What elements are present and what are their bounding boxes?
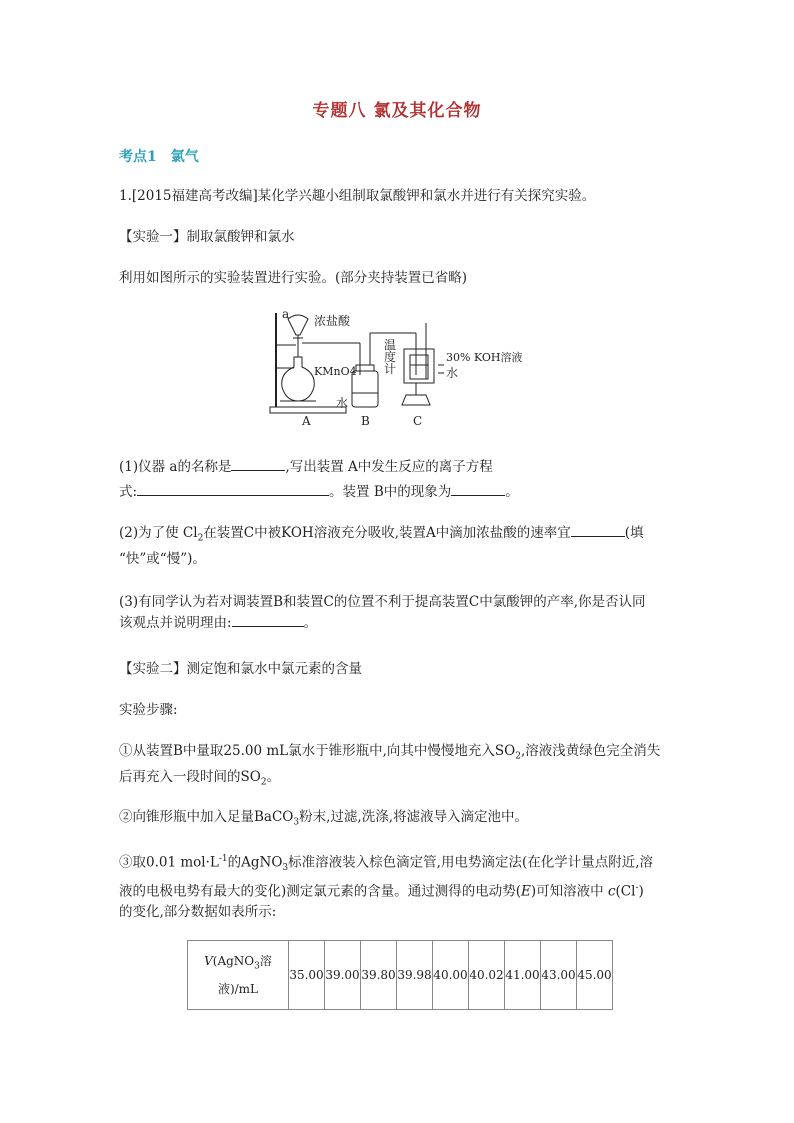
q1-1-text-d: 。装置 B中的现象为: [329, 484, 452, 500]
step-3-emf-symbol: E: [521, 883, 531, 900]
step-3-text-h: (Cl: [615, 883, 636, 900]
step-3: [119, 849, 679, 922]
table-cell: 35.00: [289, 941, 325, 1010]
answer-blank[interactable]: [232, 612, 304, 627]
label-thermometer-2: 度: [384, 350, 397, 364]
step-1-text-a: ①从装置B中量取25.00 mL氯水于锥形瓶中,向其中慢慢地充入SO: [119, 743, 516, 759]
wash-bottle-neck: [356, 365, 374, 371]
question-1-1: [119, 456, 659, 477]
step-3-text-a: ③取0.01 mol·L: [119, 854, 219, 871]
label-koh: 30% KOH溶液: [446, 351, 523, 364]
q1-2-text-b: 在装置C中被KOH溶液充分吸收,装置A中滴加浓盐酸的速率宜: [203, 525, 571, 541]
answer-blank[interactable]: [451, 481, 505, 496]
steps-label: 实验步骤:: [119, 702, 178, 718]
table-cell: 39.98: [397, 941, 433, 1010]
table-cell: 45.00: [577, 941, 613, 1010]
q1-2-text-c: (填: [624, 525, 644, 541]
table-cell: 40.02: [469, 941, 505, 1010]
table-cell: 41.00: [505, 941, 541, 1010]
table-header-cell: [188, 941, 289, 1010]
label-apparatus-c: C: [413, 414, 423, 428]
apparatus-figure: [266, 305, 626, 430]
header-sub: 3: [254, 961, 260, 972]
section-heading: [119, 146, 213, 166]
stand-base-a: [270, 407, 346, 413]
burner: [402, 395, 430, 405]
section-name: 氯气: [170, 149, 199, 165]
volume-symbol: V: [204, 954, 213, 969]
q1-2-text-a: (2)为了使 Cl: [119, 525, 198, 541]
label-thermometer-3: 计: [384, 362, 397, 376]
q1-2-sub: 2: [197, 533, 204, 544]
table-row: [188, 941, 613, 1010]
step-1-text-c: 后再充入一段时间的SO: [119, 768, 261, 785]
water-bath: [404, 349, 434, 383]
step-3-sup: -1: [218, 854, 228, 864]
step-1-sub-2: 2: [260, 777, 267, 788]
step-2-text-a: ②向锥形瓶中加入足量BaCO: [119, 809, 294, 825]
question-1-1-cont: [119, 481, 659, 502]
q1-1-text-a: (1)仪器 a的名称是: [119, 459, 232, 475]
label-thermometer-1: 温: [384, 338, 397, 352]
question-1-intro: 1.[2015福建高考改编]某化学兴趣小组制取氯酸钾和氯水并进行有关探究实验。: [119, 188, 596, 204]
table-cell: 39.80: [361, 941, 397, 1010]
step-3-text-f: )可知溶液中: [530, 883, 608, 900]
experiment-1-heading: 【实验一】制取氯酸钾和氯水: [119, 229, 295, 245]
experiment-2-heading: 【实验二】测定饱和氯水中氯元素的含量: [119, 661, 362, 677]
q1-3-text-a: (3)有同学认为若对调装置B和装置C的位置不利于提高装置C中氯酸钾的产率,你是否认同: [119, 594, 646, 610]
header-text-c: 溶: [259, 954, 272, 969]
step-3-text-d: 液的电极电势有最大的变化)测定氯元素的含量。通过测得的电动势(: [119, 883, 522, 900]
step-3-sub: 3: [282, 863, 289, 874]
step-2: [119, 807, 659, 833]
header-text-d: 液)/mL: [217, 981, 259, 996]
table-cell: 39.00: [325, 941, 361, 1010]
header-text-b: (AgNO: [212, 954, 255, 969]
step-1: [119, 741, 679, 792]
label-a: a: [282, 307, 290, 321]
q1-2-text-d: “快”或“慢”)。: [119, 550, 206, 567]
q1-3-text-c: 。: [303, 615, 318, 631]
separatory-funnel: [288, 315, 308, 335]
data-table: [187, 940, 613, 1010]
section-number: 考点1: [119, 149, 157, 165]
answer-blank[interactable]: [137, 481, 329, 496]
step-3-text-b: 的AgNO: [227, 854, 283, 871]
label-water-b: 水: [336, 396, 349, 410]
step-3-text-i: ): [638, 883, 644, 900]
round-bottom-flask: [282, 357, 315, 401]
step-1-sub: 2: [515, 751, 521, 762]
step-3-sup-2: -: [635, 883, 639, 894]
table-cell: 40.00: [433, 941, 469, 1010]
answer-blank[interactable]: [571, 522, 625, 537]
step-3-text-c: 标准溶液装入棕色滴定管,用电势滴定法(在化学计量点附近,溶: [288, 854, 654, 871]
question-1-2: [119, 522, 679, 569]
q1-1-text-c: 式:: [119, 484, 138, 500]
step-2-sub: 3: [293, 817, 300, 828]
q1-1-text-b: ,写出装置 A中发生反应的离子方程: [285, 459, 493, 475]
label-kmno4: KMnO4: [314, 365, 357, 378]
table-cell: 43.00: [541, 941, 577, 1010]
step-3-text-j: 的变化,部分数据如表所示:: [119, 903, 277, 920]
question-1-3: [119, 592, 679, 633]
step-2-text-b: 粉末,过滤,洗涤,将滤液导入滴定池中。: [299, 809, 528, 825]
experiment-1-description: 利用如图所示的实验装置进行实验。(部分夹持装置已省略): [119, 270, 468, 286]
label-conc-hcl: 浓盐酸: [314, 314, 351, 328]
test-tube-c: [410, 355, 428, 379]
label-apparatus-b: B: [361, 414, 370, 428]
q1-3-text-b: 该观点并说明理由:: [119, 615, 232, 631]
step-1-text-d: 。: [266, 768, 281, 785]
label-apparatus-a: A: [302, 414, 311, 428]
step-3-conc-symbol: c: [607, 883, 616, 900]
step-1-text-b: ,溶液浅黄绿色完全消失: [520, 743, 661, 759]
answer-blank[interactable]: [231, 456, 285, 471]
page-title: 专题八 氯及其化合物: [312, 101, 482, 121]
label-water-c: 水: [446, 366, 459, 380]
q1-1-text-e: 。: [505, 484, 519, 500]
